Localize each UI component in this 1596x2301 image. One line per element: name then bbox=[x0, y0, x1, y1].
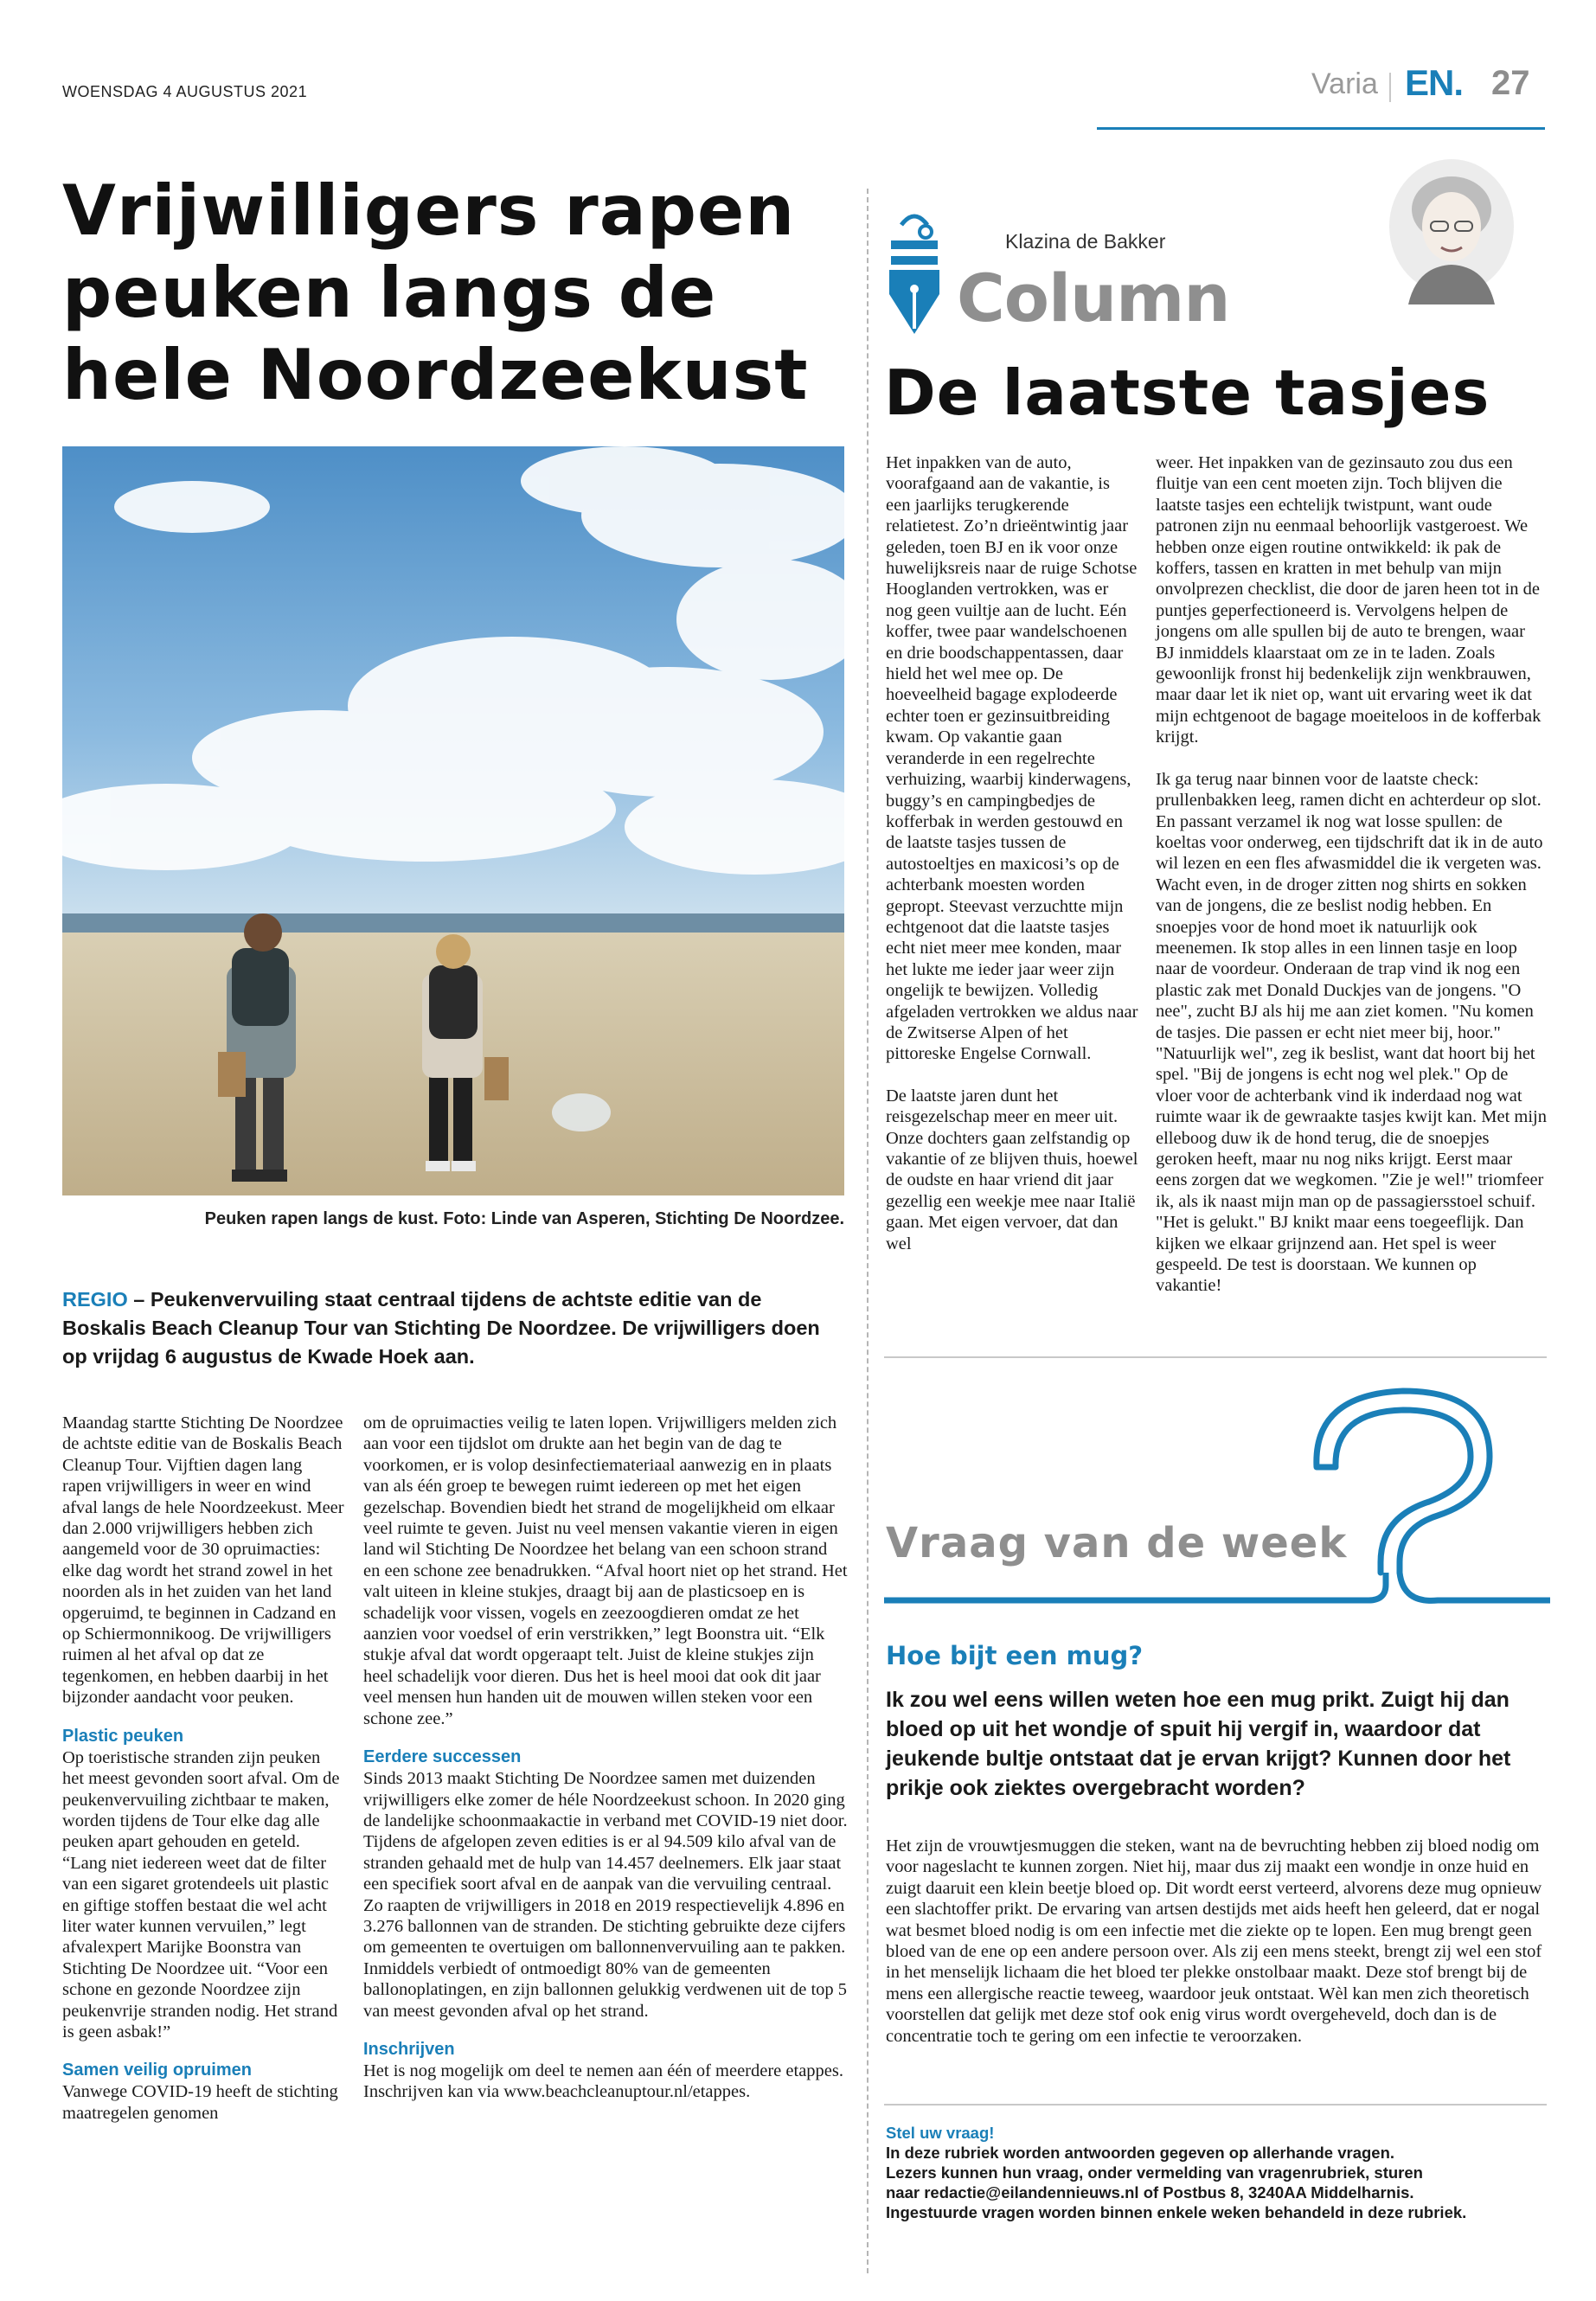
header-logo: EN. bbox=[1405, 62, 1464, 103]
question-intro: Ik zou wel eens willen weten hoe een mug prikt. Zuigt hij dan bloed op uit het wondje of spuit hij vergif in, waardoor dat jeukende bultje ontstaat dat je ervan krijgt? Kunnen door het prikje ook ziektes overgebracht worden? bbox=[886, 1688, 1511, 1800]
subheading-samen-veilig: Samen veilig opruimen bbox=[62, 2061, 252, 2080]
column-author: Klazina de Bakker bbox=[1005, 230, 1166, 253]
article-paragraph: Op toeristische stranden zijn peuken het meest gevonden soort afval. Om de peukenvervuiling zichtbaar te maken, worden tijdens de Tour elke dag alle peuken apart gehouden en geteld. “Lang niet iedereen weet dat de filter van een sigaret grotendeels uit plastic en giftige stoffen bestaat die wel acht liter water kunnen vervuilen,” legt afvalexpert Marijke Boonstra van Stichting De Noordzee uit. “Voor een schone en gezonde Noordzee zijn peukenvrije stranden nodig. Het strand is geen asbak!” bbox=[62, 1747, 340, 2041]
subheading-inschrijven: Inschrijven bbox=[363, 2039, 455, 2059]
subheading-eerdere-successen: Eerdere successen bbox=[363, 1747, 522, 1767]
photo-caption: Peuken rapen langs de kust. Foto: Linde van Asperen, Stichting De Noordzee. bbox=[204, 1209, 844, 1228]
footer-title: Stel uw vraag! bbox=[886, 2124, 995, 2142]
author-portrait bbox=[1382, 157, 1521, 304]
answer-paragraph: Het zijn de vrouwtjesmuggen die steken, want na de bevruchting hebben zij bloed nodig om voor nageslacht te kunnen zorgen. Niet hij, maar dus zij maakt een wondje in onze huid en zuigt daaruit een klein beetje bloed op. Dit wordt eerst verteerd, alvorens deze mug opnieuw een slachtoffer prikt. De ervaring van artsen destijds met aids heeft hen geleerd, dat er nogal wat besmet bloed nodig is om een infectie met die ziekte op te lopen. Een mug brengt geen bloed van de ene op een andere persoon over. Als zij een mens steekt, brengt zij wel een stof in het menselijk lichaam die het bloed ter plekke onstolbaar maakt. Deze stof brengt bij de mens een allergische reactie teweeg, waardoor jeuk ontstaat. Wèl kan men zich theoretisch voorstellen dat gelijk met deze stof ook enig virus wordt overgeheveld, doch dan is de concentratie toch te gering om een infectie te veroorzaken. bbox=[886, 1836, 1542, 2046]
column-bottom-rule bbox=[884, 1356, 1547, 1358]
article-paragraph: Vanwege COVID-19 heeft de stichting maatregelen genomen bbox=[62, 2082, 338, 2123]
article-headline: Vrijwilligers rapen peuken langs de hele Noordzeekust bbox=[62, 170, 809, 415]
question-mark-icon bbox=[884, 1377, 1550, 1611]
question-footer-rule bbox=[884, 2104, 1547, 2106]
article-paragraph: om de opruimacties veilig te laten lopen. Vrijwilligers melden zich aan voor een tijdslot om drukte aan het begin van de dag te voorkomen, er is volop desinfectiemateriaal aanwezig en in plaats van als één groep te bewegen ruimt iedereen op met het eigen gezelschap. Bovendien biedt het strand de mogelijkheid om elkaar veel ruimte te geven. Juist nu veel mensen vakantie vieren in eigen land wil Stichting De Noordzee het belang van een schoon strand en een schone zee benadrukken. “Afval hoort niet op het strand. Het valt uiteen in kleine stukjes, draagt bij aan de plasticsoep en is schadelijk voor vissen, vogels en zeezoogdieren omdat ze het aanzien voor voedsel of erin verstrikken,” legt Boonstra uit. “Elk stukje afval dat wordt opgeraapt telt. Juist de kleine stukjes zijn heel schadelijk voor dieren. Dus het is heel mooi dat ook dit jaar veel mensen hun handen uit de mouwen willen steken voor een schone zee.” bbox=[363, 1413, 848, 1728]
article-paragraph: Sinds 2013 maakt Stichting De Noordzee samen met duizenden vrijwilligers elke zomer de héle Noordzeekust schoon. In 2020 ging de landelijke schoonmaakactie in verband met COVID-19 niet door. Tijdens de afgelopen zeven edities is er al 94.509 kilo afval van de stranden gehaald met de hulp van 14.457 deelnemers. Elk jaar staat een specifiek soort afval en de aanpak van die vervuiling centraal. Zo raapten de vrijwilligers in 2018 en 2019 respectievelijk 4.896 en 3.276 ballonnen van de stranden. De stichting gebruikte deze cijfers om gemeenten te overtuigen om ballonnenvervuiling aan te pakken. Inmiddels verbiedt of ontmoedigt 80% van de gemeenten ballonoplatingen, en zijn ballonnen gelukkig verdwenen uit de top 5 van meest gevonden afval op het strand. bbox=[363, 1769, 848, 2021]
column-body-left bbox=[886, 452, 1138, 1254]
column-label: Column bbox=[957, 260, 1230, 336]
header-page-number: 27 bbox=[1491, 64, 1530, 102]
column-divider bbox=[867, 189, 869, 2273]
column-paragraph: weer. Het inpakken van de gezinsauto zou dus een fluitje van een cent moeten zijn. Toch blijven die laatste tasjes een echtelijk twistpunt, want oude patronen zijn nu eenmaal behoorlijk vastgeroest. We hebben onze eigen routine ontwikkeld: ik pak de koffers, tassen en kratten in met behulp van mijn onvolprezen checklist, die door de jaren heen tot in de puntjes geperfectioneerd is. Vervolgens helpen de jongens om alle spullen bij de auto te brengen, waar BJ inmiddels klaarstaat om ze in te laden. Zoals gewoonlijk fronst hij bedenkelijk zijn wenkbrauwen, maar daar let ik niet op, want uit ervaring weet ik dat mijn echtgenoot de bagage moeiteloos in de kofferbak krijgt. bbox=[1156, 453, 1542, 747]
lead-text: – Peukenvervuiling staat centraal tijdens de achtste editie van de Boskalis Beach Cleanup Tour van Stichting De Noordzee. De vrijwilligers doen op vrijdag 6 augustus de Kwade Hoek aan. bbox=[62, 1288, 820, 1368]
footer-line: Lezers kunnen hun vraag, onder vermelding van vragenrubriek, sturen bbox=[886, 2163, 1423, 2182]
column-paragraph: De laatste jaren dunt het reisgezelschap meer en meer uit. Onze dochters gaan zelfstandig op vakantie of ze blijven thuis, hoewel de oudste en haar vriend dit jaar gezellig een weekje mee naar Italië gaan. Met eigen vervoer, dat dan wel bbox=[886, 1086, 1138, 1253]
column-paragraph: Ik ga terug naar binnen voor de laatste check: prullenbakken leeg, ramen dicht en achterdeur op slot. En passant verzamel ik nog wat losse spullen: de koeltas voor onderweg, een tijdschrift dat ik in de auto wil lezen en een fles afwasmiddel die ik vergeten was. Wacht even, in de droger zitten nog shirts en sokken van de jongens, die ze beslist nodig hebben. En snoepjes voor de hond moet ik natuurlijk ook meenemen. Ik stop alles in een linnen tasje en loop naar de voordeur. Onderaan de trap vind ik nog een plastic zak met Donald Duckjes van de jongens. "O nee", zucht BJ als hij me aan ziet komen. "Nu komen de tasjes. Die passen er echt niet meer bij, hoor." "Natuurlijk wel", zeg ik beslist, want dat hoort bij het spel. "Bij de jongens is echt nog wel plek." Op de vloer voor de achterbank vind ik inderdaad nog wat ruimte waar ik de gewraakte tasjes kwijt kan. Met mijn elleboog duw ik de hond terug, die de snoepjes geroken heeft, maar nu nog niks krijgt. Eerst maar eens zorgen dat we wegkomen. "Zie je wel!" triomfeer ik, als ik naast mijn man op de passagiersstoel schuif. "Het is gelukt." BJ knikt maar eens toegeeflijk. Dan kijken we elkaar grijnzend aan. Het spel is weer gespeeld. De test is doorstaan. We kunnen op vakantie! bbox=[1156, 769, 1548, 1296]
article-photo bbox=[62, 446, 844, 1195]
question-answer bbox=[886, 1836, 1552, 2047]
column-paragraph: Het inpakken van de auto, voorafgaand aan de vakantie, is een jaarlijks terugkerende relatietest. Zo’n drieëntwintig jaar geleden, toen BJ en ik voor onze huwelijksreis naar de ruige Schotse Hooglanden vertrokken, was er nog geen vuiltje aan de lucht. Eén koffer, twee paar wandelschoenen en drie boodschappentassen, daar hield het wel mee op. De hoeveelheid bagage explodeerde echter toen er gezinsuitbreiding kwam. Op vakantie gaan veranderde in een regelrechte verhuizing, waarbij kinderwagens, buggy’s en campingbedjes de kofferbak in werden gestouwd en de laatste tasjes tussen de autostoeltjes en maxicosi’s op de achterbank moesten worden gepropt. Steevast verzuchtte mijn echtgenoot dat die laatste tasjes echt niet meer mee konden, maar het lukte me ieder jaar weer zijn ongelijk te bewijzen. Volledig afgeladen vertrokken we aldus naar de Zwitserse Alpen of het pittoreske Engelse Cornwall. bbox=[886, 453, 1138, 1064]
column-title: De laatste tasjes bbox=[884, 356, 1490, 429]
header-accent-rule bbox=[1097, 127, 1545, 130]
column-body-right bbox=[1156, 452, 1547, 1297]
article-paragraph: Maandag startte Stichting De Noordzee de achtste editie van de Boskalis Beach Cleanup Tour. Vijftien dagen lang rapen vrijwilligers in weer en wind afval langs de hele Noordzeekust. Meer dan 2.000 vrijwilligers hebben zich aangemeld voor de 30 opruimacties: elke dag wordt het strand zowel in het noorden als in het zuiden van het land opgeruimd, te beginnen in Cadzand en op Schiermonnikoog. De vrijwilligers ruimen al het afval op dat ze tegenkomen, en hebben daarbij in het bijzonder aandacht voor peuken. bbox=[62, 1413, 344, 1708]
footer-line: Ingestuurde vragen worden binnen enkele weken behandeld in deze rubriek. bbox=[886, 2203, 1467, 2221]
article-paragraph: Het is nog mogelijk om deel te nemen aan één of meerdere etappes. Inschrijven kan via www.beachcleanuptour.nl/etappes. bbox=[363, 2061, 843, 2102]
question-section-label: Vraag van de week bbox=[886, 1519, 1348, 1567]
question-footer bbox=[886, 2123, 1552, 2222]
article-lead bbox=[62, 1285, 844, 1371]
fountain-pen-icon bbox=[884, 208, 945, 337]
subheading-plastic-peuken: Plastic peuken bbox=[62, 1726, 184, 1746]
header-section-label: Varia bbox=[1311, 67, 1378, 100]
footer-line: naar redactie@eilandennieuws.nl of Postbus 8, 3240AA Middelharnis. bbox=[886, 2183, 1414, 2202]
article-body-col1 bbox=[62, 1413, 344, 2124]
footer-line: In deze rubriek worden antwoorden gegeven op allerhande vragen. bbox=[886, 2144, 1395, 2162]
beach-photo-illustration bbox=[62, 446, 844, 1195]
lead-region-label: REGIO bbox=[62, 1288, 128, 1311]
question-title: Hoe bijt een mug? bbox=[886, 1641, 1144, 1670]
article-body-col2 bbox=[363, 1413, 848, 2103]
header-separator bbox=[1389, 73, 1391, 102]
header-date: WOENSDAG 4 AUGUSTUS 2021 bbox=[62, 83, 308, 100]
